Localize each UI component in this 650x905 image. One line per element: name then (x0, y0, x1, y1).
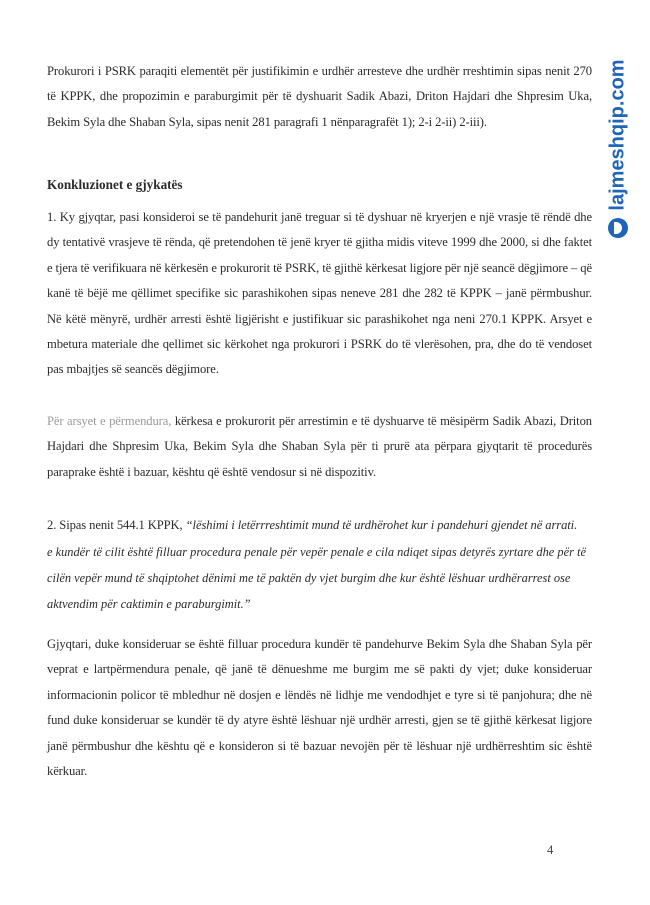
article-reference: 2. Sipas nenit 544.1 KPPK, (47, 518, 186, 532)
paragraph-two-lead (47, 513, 592, 538)
intro-paragraph: Prokurori i PSRK paraqiti elementët për justifikimin e urdhër arresteve dhe urdhër rreshtimin sipas nenit 270 të KPPK, dhe propozimin e paraburgimit për të dyshuarit Sadik Abazi, Driton Hajdari dhe Shpresim Uka, Bekim Syla dhe Shaban Syla, sipas nenit 281 paragrafi 1 nënparagrafët 1); 2-i 2-ii) 2-iii). (47, 64, 592, 129)
watermark (598, 30, 638, 240)
paragraph-decision (47, 409, 592, 485)
quoted-article: e kundër të cilit është filluar procedura penale për vepër penale e cila ndiqet sipas detyrës zyrtare dhe për të cilën vepër mund të shqiptohet dënimi me të paktën dy vjet burgim dhe kur është lëshuar urdhërarrest ose aktvendim për caktimin e paraburgimit.” (47, 545, 586, 611)
court-paragraph: Gjyqtari, duke konsideruar se është filluar procedura kundër të pandehurve Bekim Syla dhe Shaban Syla për veprat e lartpërmendura penale, që janë të dënueshme me burgim me së pakti dy vjet; duke konsideruar informacionin policor të mbledhur në dosjen e lëndës në lidhje me vendodhjet e tyre si të panjohura; dhe në fund duke konsideruar se kundër të dy atyre është lëshuar një urdhër arresti, gjen se të gjithë kërkesat ligjore janë përmbushur dhe kështu që e konsideron si të bazuar nevojën për të lëshuar një urdhërreshtim sic është kërkuar. (47, 637, 592, 779)
section-heading: Konkluzionet e gjykatës (47, 177, 183, 192)
watermark-logo-icon (608, 218, 628, 238)
watermark-text: lajmeshqip.com (606, 59, 629, 211)
faded-text: Për arsyet e përmendura, (47, 414, 172, 428)
page-number: 4 (547, 843, 554, 857)
quote-first-line: “lëshimi i letërrreshtimit mund të urdhërohet kur i pandehuri gjendet në arrati. (185, 518, 578, 532)
decision-text: kërkesa e prokurorit për arrestimin e të dyshuarve të mësipërm Sadik Abazi, Driton Hajdari dhe Shpresim Uka, Bekim Syla dhe Shaban Syla për ti prurë ata përpara gjyqtarit të procedurës paraprake është i bazuar, kështu që është vendosur si në dispozitiv. (47, 414, 592, 479)
paragraph-one: 1. Ky gjyqtar, pasi konsideroi se të pandehurit janë treguar si të dyshuar në kryerjen e një vrasje të rëndë dhe dy tentativë vrasjeve të rënda, që pretendohen të jenë kryer të gjitha midis viteve 1999 dhe 2000, si dhe faktet e tjera të verifikuara në kërkesën e prokurorit të PSRK, të gjithë kërkesat ligjore për një seancë dëgjimore – që kanë të bëjë me qëllimet specifike sic parashikohen sipas neneve 281 dhe 282 të KPPK – janë përmbushur. Në këtë mënyrë, urdhër arresti është ligjërisht e justifikuar sic parashikohet nga neni 270.1 KPPK. Arsyet e mbetura materiale dhe qellimet sic kërkohet nga prokurori i PSRK do të vlerësohen, pra, dhe do të vendoset pas mbajtjes së seancës dëgjimore. (47, 210, 592, 377)
